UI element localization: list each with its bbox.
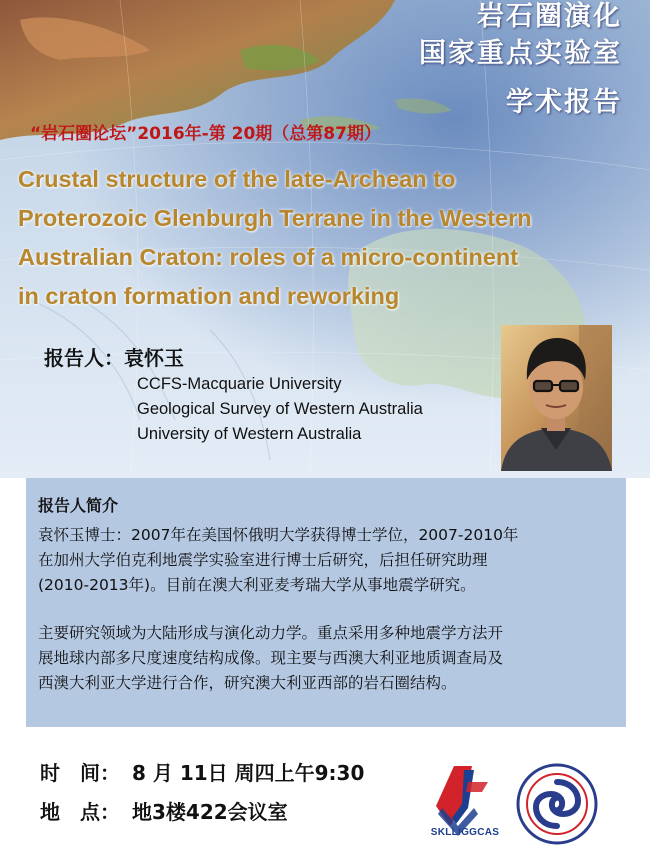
bio-line: 在加州大学伯克利地震学实验室进行博士后研究，后担任研究助理 (38, 551, 488, 569)
event-time-value: 8 月 11日 周四上午9:30 (132, 761, 365, 785)
speaker-photo (501, 325, 612, 471)
lab-name-line-3: 学术报告 (506, 87, 622, 118)
event-place-label: 地 点： (40, 800, 120, 824)
talk-title-line: Australian Craton: roles of a micro-continent (18, 244, 519, 270)
institute-logo-icon (516, 763, 598, 845)
sklligg-logo-text: SKLLIGGCAS (430, 827, 500, 838)
speaker-bio-panel (26, 478, 626, 727)
talk-title-line: in craton formation and reworking (18, 283, 400, 309)
bio-paragraph-2 (38, 621, 618, 696)
speaker-label: 报告人：袁怀玉 (44, 346, 184, 370)
bio-line: (2010-2013年)。目前在澳大利亚麦考瑞大学从事地震学研究。 (38, 576, 476, 594)
talk-title-line: Crustal structure of the late-Archean to (18, 166, 456, 192)
speaker-affiliation: University of Western Australia (137, 425, 362, 443)
event-place-value: 地3楼422会议室 (132, 800, 288, 824)
lab-name-line-1: 岩石圈演化 (477, 1, 622, 32)
event-time (40, 757, 364, 786)
event-time-label: 时 间： (40, 761, 120, 785)
forum-series-label: “岩石圈论坛”2016年-第 20期（总第87期） (30, 124, 381, 144)
talk-title-line: Proterozoic Glenburgh Terrane in the Western (18, 205, 532, 231)
speaker-affiliation: Geological Survey of Western Australia (137, 400, 423, 418)
talk-title (18, 160, 648, 316)
bio-line: 展地球内部多尺度速度结构成像。现主要与西澳大利亚地质调查局及 (38, 649, 504, 667)
bio-line: 袁怀玉博士：2007年在美国怀俄明大学获得博士学位，2007-2010年 (38, 526, 519, 544)
bio-line: 主要研究领域为大陆形成与演化动力学。重点采用多种地震学方法开 (38, 624, 504, 642)
event-place (40, 796, 288, 825)
bio-heading: 报告人简介 (38, 496, 119, 515)
speaker-affiliation: CCFS-Macquarie University (137, 375, 342, 393)
bio-paragraph-1 (38, 523, 618, 598)
lab-name-line-2: 国家重点实验室 (419, 38, 622, 69)
bio-line: 西澳大利亚大学进行合作，研究澳大利亚西部的岩石圈结构。 (38, 674, 457, 692)
